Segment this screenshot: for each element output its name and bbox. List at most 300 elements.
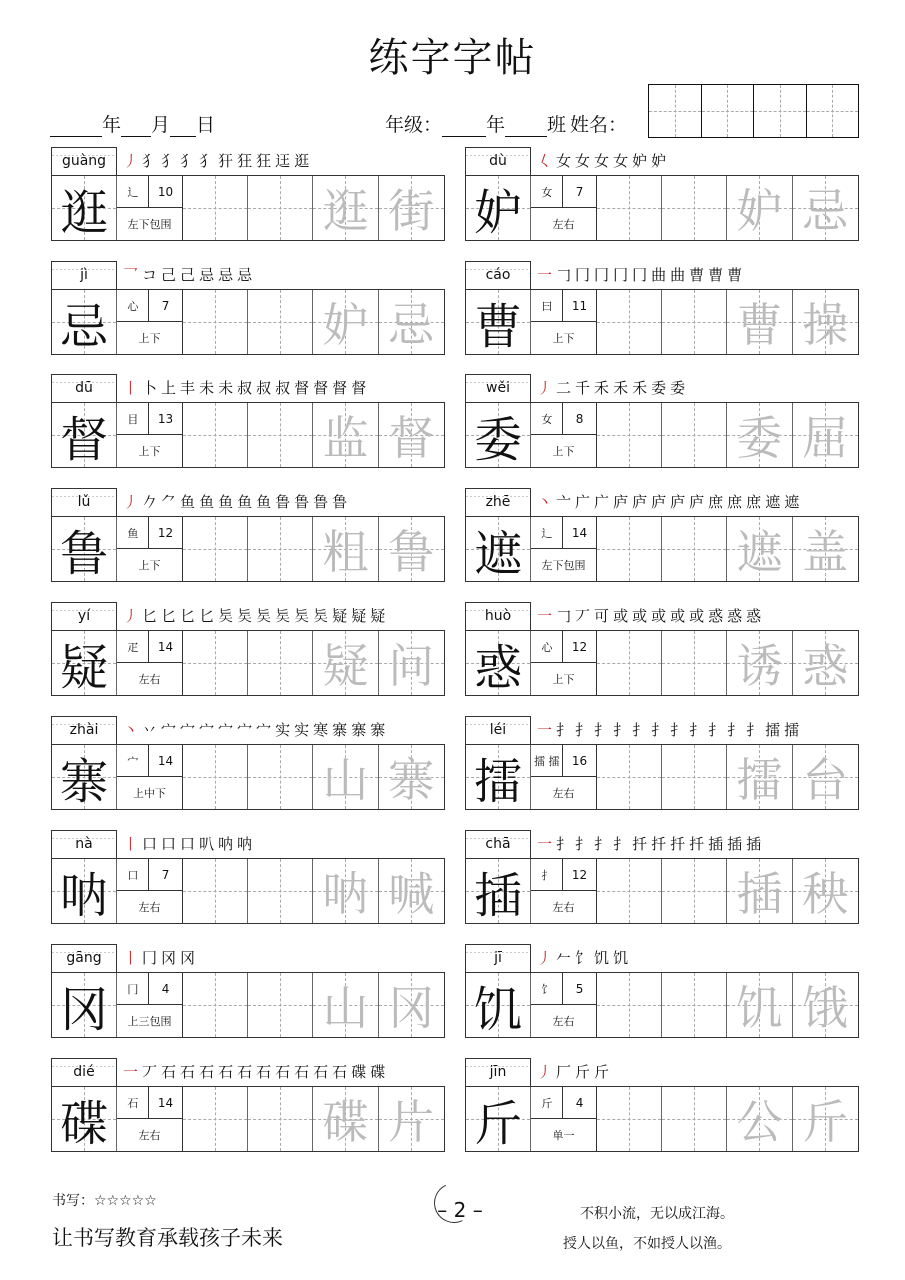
- writing-grid: [465, 630, 859, 696]
- practice-cell[interactable]: [248, 176, 313, 240]
- trace-cell[interactable]: [793, 403, 858, 467]
- stroke-step: 妒: [651, 152, 668, 170]
- radical: 扌: [531, 859, 563, 890]
- stroke-step: 扌: [594, 721, 611, 739]
- info-cell: [117, 1087, 182, 1151]
- radical: 冂: [117, 973, 149, 1004]
- stroke-step: 丨: [123, 949, 140, 967]
- trace-cell[interactable]: [379, 176, 444, 240]
- trace-cell[interactable]: [727, 1087, 792, 1151]
- stroke-step: 丿: [537, 949, 554, 967]
- stroke-step: 宀: [161, 721, 178, 739]
- stroke-step: 疑: [332, 607, 349, 625]
- practice-cell[interactable]: [662, 403, 727, 467]
- trace-cell[interactable]: [793, 745, 858, 809]
- radical: 擂 擂: [531, 745, 563, 776]
- stroke-step: 庐: [670, 493, 687, 511]
- trace-cell[interactable]: [379, 973, 444, 1037]
- stroke-step: 冂: [142, 949, 159, 967]
- structure: 上中下: [132, 787, 166, 800]
- trace-char: 委: [736, 411, 783, 465]
- structure: 上下: [138, 332, 161, 345]
- writing-grid: [465, 858, 859, 924]
- trace-cell[interactable]: [379, 290, 444, 354]
- stroke-step: 乛: [123, 266, 140, 284]
- stroke-step: 石: [313, 1063, 330, 1081]
- stroke-step: 女: [613, 152, 630, 170]
- stroke-step: 曹: [689, 266, 706, 284]
- stroke-step: 饥: [613, 949, 630, 967]
- stroke-step: 扌: [651, 721, 668, 739]
- stroke-step: 寨: [332, 721, 349, 739]
- char-entry: [51, 488, 445, 582]
- stroke-step: 石: [294, 1063, 311, 1081]
- practice-cell[interactable]: [662, 517, 727, 581]
- practice-cell[interactable]: [662, 290, 727, 354]
- stroke-step: 遮: [765, 493, 782, 511]
- practice-cell[interactable]: [183, 517, 248, 581]
- class-label: 班: [547, 114, 567, 136]
- stroke-step: 饥: [594, 949, 611, 967]
- radical: 目: [117, 403, 149, 434]
- pinyin: wěi: [465, 374, 531, 402]
- trace-char: 督: [388, 411, 435, 465]
- practice-cell[interactable]: [597, 517, 662, 581]
- practice-cell[interactable]: [248, 745, 313, 809]
- writing-grid: [51, 972, 445, 1038]
- stroke-step: 𠤕: [275, 607, 292, 625]
- stroke-step: 曹: [727, 266, 744, 284]
- pinyin: nà: [51, 830, 117, 858]
- radical: 饣: [531, 973, 563, 1004]
- stroke-order: [123, 490, 351, 514]
- structure: 左右: [138, 673, 161, 686]
- structure: 上下: [552, 673, 575, 686]
- stroke-step: 禾: [632, 379, 649, 397]
- stroke-order: [537, 376, 689, 400]
- stroke-step: 扌: [670, 721, 687, 739]
- model-char: 妒: [474, 184, 523, 241]
- stroke-step: 擂: [765, 721, 782, 739]
- trace-cell[interactable]: [313, 176, 378, 240]
- model-cell: [52, 859, 117, 923]
- stroke-count: 10: [157, 184, 174, 199]
- stroke-step: 叔: [256, 379, 273, 397]
- stroke-count: 14: [157, 753, 174, 768]
- stroke-step: 丶: [123, 721, 140, 739]
- practice-cell[interactable]: [597, 745, 662, 809]
- stroke-step: 鱼: [199, 493, 216, 511]
- char-entry: [465, 374, 859, 468]
- stroke-step: 亠: [556, 493, 573, 511]
- practice-cell[interactable]: [662, 176, 727, 240]
- trace-cell[interactable]: [727, 745, 792, 809]
- stroke-step: 丿: [123, 493, 140, 511]
- trace-cell[interactable]: [379, 1087, 444, 1151]
- stroke-step: 𠤕: [218, 607, 235, 625]
- practice-cell[interactable]: [597, 631, 662, 695]
- practice-cell[interactable]: [597, 973, 662, 1037]
- trace-cell[interactable]: [793, 1087, 858, 1151]
- stroke-step: 女: [556, 152, 573, 170]
- model-char: 曹: [474, 298, 523, 355]
- stroke-step: 庐: [651, 493, 668, 511]
- model-cell: [52, 290, 117, 354]
- radical: 女: [531, 403, 563, 434]
- practice-cell[interactable]: [248, 859, 313, 923]
- stroke-step: 鱼: [237, 493, 254, 511]
- trace-char: 山: [322, 981, 369, 1035]
- writing-grid: [51, 858, 445, 924]
- char-entry: [51, 374, 445, 468]
- stroke-step: 鲁: [332, 493, 349, 511]
- pinyin: dié: [51, 1058, 117, 1086]
- info-cell: [531, 973, 596, 1037]
- model-cell: [466, 1087, 531, 1151]
- name-box[interactable]: [807, 85, 860, 137]
- pinyin: yí: [51, 602, 117, 630]
- practice-cell[interactable]: [662, 1087, 727, 1151]
- grade-row: [385, 110, 627, 137]
- stroke-step: 忌: [237, 266, 254, 284]
- radical: 辶: [117, 176, 149, 207]
- stroke-order: [123, 149, 313, 173]
- info-cell: [531, 290, 596, 354]
- trace-cell[interactable]: [313, 859, 378, 923]
- stroke-step: 扌: [575, 721, 592, 739]
- stroke-step: 妒: [632, 152, 649, 170]
- model-char: 忌: [60, 298, 109, 355]
- stroke-step: 督: [332, 379, 349, 397]
- trace-char: 粗: [322, 525, 369, 579]
- stroke-step: 插: [727, 835, 744, 853]
- radical: 女: [531, 176, 563, 207]
- model-cell: [466, 859, 531, 923]
- model-cell: [52, 745, 117, 809]
- stroke-step: 一: [123, 1063, 140, 1081]
- radical: 辶: [531, 517, 563, 548]
- stroke-step: 冈: [180, 949, 197, 967]
- name-box[interactable]: [702, 85, 755, 137]
- structure: 上下: [552, 445, 575, 458]
- stroke-step: 督: [294, 379, 311, 397]
- char-entry: [51, 830, 445, 924]
- model-cell: [466, 290, 531, 354]
- stroke-step: 冂: [594, 266, 611, 284]
- trace-char: 忌: [802, 184, 849, 238]
- stroke-step: 犭: [142, 152, 159, 170]
- practice-cell[interactable]: [597, 176, 662, 240]
- structure: 上下: [552, 332, 575, 345]
- stroke-step: 狂: [237, 152, 254, 170]
- info-cell: [117, 403, 182, 467]
- stroke-step: 石: [218, 1063, 235, 1081]
- structure: 左下包围: [127, 218, 172, 231]
- practice-cell[interactable]: [183, 745, 248, 809]
- stroke-count: 7: [161, 298, 170, 313]
- slogan: 让书写教育承载孩子未来: [52, 1226, 283, 1250]
- stroke-step: 饣: [575, 949, 592, 967]
- model-char: 督: [60, 411, 109, 468]
- structure: 左右: [552, 787, 575, 800]
- radical: 鱼: [117, 517, 149, 548]
- stroke-count: 4: [161, 981, 170, 996]
- class-blank[interactable]: [505, 117, 547, 137]
- stroke-order: [537, 604, 765, 628]
- trace-cell[interactable]: [727, 176, 792, 240]
- trace-char: 擂: [736, 753, 783, 807]
- stroke-step: 𠂊: [142, 493, 159, 511]
- practice-cell[interactable]: [183, 403, 248, 467]
- stroke-count: 7: [161, 867, 170, 882]
- radical: 石: [117, 1087, 149, 1118]
- practice-cell[interactable]: [248, 631, 313, 695]
- stroke-step: ⺈: [161, 493, 178, 511]
- stroke-order: [537, 832, 765, 856]
- stroke-step: 犭: [180, 152, 197, 170]
- name-box[interactable]: [754, 85, 807, 137]
- trace-cell[interactable]: [727, 403, 792, 467]
- grade-blank[interactable]: [442, 117, 486, 137]
- trace-cell[interactable]: [379, 745, 444, 809]
- stroke-step: 丰: [180, 379, 197, 397]
- name-label: 姓名：: [570, 114, 628, 136]
- stroke-step: 扌: [613, 835, 630, 853]
- stroke-step: 丿: [537, 379, 554, 397]
- stroke-step: 可: [594, 607, 611, 625]
- stroke-step: 狂: [256, 152, 273, 170]
- stroke-step: 擂: [784, 721, 801, 739]
- stroke-step: 扌: [746, 721, 763, 739]
- model-char: 惑: [474, 639, 523, 696]
- stroke-step: 鲁: [275, 493, 292, 511]
- practice-cell[interactable]: [662, 631, 727, 695]
- trace-char: 逛: [322, 184, 369, 238]
- stroke-step: 寒: [313, 721, 330, 739]
- stroke-order: [537, 263, 746, 287]
- stroke-step: 一: [537, 835, 554, 853]
- practice-cell[interactable]: [183, 176, 248, 240]
- practice-cell[interactable]: [183, 290, 248, 354]
- trace-char: 诱: [736, 639, 783, 693]
- pinyin: huò: [465, 602, 531, 630]
- stroke-step: 冂: [613, 266, 630, 284]
- trace-char: 碟: [322, 1095, 369, 1149]
- stroke-step: 丨: [123, 835, 140, 853]
- stroke-step: 匕: [161, 607, 178, 625]
- trace-cell[interactable]: [793, 631, 858, 695]
- stroke-step: 丷: [142, 721, 159, 739]
- practice-cell[interactable]: [248, 973, 313, 1037]
- stroke-step: 逛: [294, 152, 311, 170]
- trace-char: 疑: [322, 639, 369, 693]
- trace-cell[interactable]: [727, 859, 792, 923]
- model-char: 逛: [60, 184, 109, 241]
- stroke-step: 犭: [199, 152, 216, 170]
- structure: 左右: [138, 1129, 161, 1142]
- trace-char: 遮: [736, 525, 783, 579]
- trace-char: 屈: [802, 411, 849, 465]
- trace-cell[interactable]: [793, 517, 858, 581]
- stroke-step: 实: [275, 721, 292, 739]
- trace-cell[interactable]: [313, 631, 378, 695]
- writing-grid: [51, 744, 445, 810]
- info-cell: [531, 176, 596, 240]
- stroke-step: 曹: [708, 266, 725, 284]
- stroke-step: 呐: [218, 835, 235, 853]
- trace-char: 呐: [322, 867, 369, 921]
- pinyin: zhē: [465, 488, 531, 516]
- trace-cell[interactable]: [313, 517, 378, 581]
- model-cell: [466, 403, 531, 467]
- stroke-step: 𠤕: [237, 607, 254, 625]
- trace-cell[interactable]: [379, 403, 444, 467]
- trace-cell[interactable]: [727, 973, 792, 1037]
- trace-cell[interactable]: [313, 403, 378, 467]
- trace-cell[interactable]: [727, 517, 792, 581]
- stroke-step: 督: [351, 379, 368, 397]
- stroke-step: 女: [575, 152, 592, 170]
- trace-cell[interactable]: [793, 176, 858, 240]
- practice-cell[interactable]: [183, 859, 248, 923]
- stroke-step: 一: [537, 266, 554, 284]
- trace-char: 曹: [736, 298, 783, 352]
- month-blank[interactable]: [121, 117, 151, 137]
- trace-char: 盖: [802, 525, 849, 579]
- practice-cell[interactable]: [597, 403, 662, 467]
- trace-char: 妒: [736, 184, 783, 238]
- trace-cell[interactable]: [313, 745, 378, 809]
- pinyin: zhài: [51, 716, 117, 744]
- stroke-step: 口: [142, 835, 159, 853]
- grade-year-label: 年: [486, 114, 506, 136]
- trace-cell[interactable]: [313, 1087, 378, 1151]
- stroke-step: 碟: [351, 1063, 368, 1081]
- practice-cell[interactable]: [597, 859, 662, 923]
- char-entry: [465, 488, 859, 582]
- stroke-step: 丆: [142, 1063, 159, 1081]
- stroke-step: 未: [199, 379, 216, 397]
- stroke-step: 口: [180, 835, 197, 853]
- trace-char: 寨: [388, 753, 435, 807]
- practice-cell[interactable]: [597, 1087, 662, 1151]
- trace-cell[interactable]: [379, 859, 444, 923]
- quote-line-2: 授人以鱼，不如授人以渔。: [563, 1236, 731, 1252]
- pinyin: léi: [465, 716, 531, 744]
- stroke-step: 寨: [351, 721, 368, 739]
- model-char: 斤: [474, 1095, 523, 1152]
- practice-cell[interactable]: [183, 631, 248, 695]
- trace-cell[interactable]: [379, 631, 444, 695]
- stroke-step: 庶: [746, 493, 763, 511]
- stroke-step: 𡿨: [537, 152, 554, 170]
- info-cell: [117, 745, 182, 809]
- trace-char: 喊: [388, 867, 435, 921]
- stroke-order: [123, 604, 389, 628]
- writing-grid: [51, 289, 445, 355]
- year-label: 年: [102, 114, 122, 136]
- stroke-count: 12: [157, 525, 174, 540]
- trace-cell[interactable]: [313, 290, 378, 354]
- stroke-step: 禾: [613, 379, 630, 397]
- stroke-step: 庐: [689, 493, 706, 511]
- trace-char: 监: [322, 411, 369, 465]
- stroke-step: 冂: [575, 266, 592, 284]
- info-cell: [531, 859, 596, 923]
- model-char: 寨: [60, 753, 109, 810]
- radical: 口: [117, 859, 149, 890]
- trace-char: 忌: [388, 298, 435, 352]
- name-boxes[interactable]: [648, 84, 859, 138]
- stroke-step: 己: [180, 266, 197, 284]
- stroke-order: [123, 263, 256, 287]
- day-blank[interactable]: [170, 117, 196, 137]
- stroke-step: 或: [632, 607, 649, 625]
- stroke-order: [123, 718, 389, 742]
- structure: 左右: [552, 1015, 575, 1028]
- year-blank[interactable]: [50, 117, 102, 137]
- stroke-step: 千: [575, 379, 592, 397]
- pinyin: chā: [465, 830, 531, 858]
- practice-cell[interactable]: [662, 745, 727, 809]
- trace-cell[interactable]: [727, 290, 792, 354]
- pinyin: gāng: [51, 944, 117, 972]
- radical: 疋: [117, 631, 149, 662]
- practice-cell[interactable]: [183, 1087, 248, 1151]
- stroke-step: 叔: [237, 379, 254, 397]
- stroke-step: 宀: [237, 721, 254, 739]
- practice-cell[interactable]: [248, 517, 313, 581]
- stroke-step: 插: [746, 835, 763, 853]
- practice-cell[interactable]: [248, 403, 313, 467]
- model-cell: [52, 631, 117, 695]
- stroke-step: 扦: [689, 835, 706, 853]
- practice-cell[interactable]: [248, 1087, 313, 1151]
- stroke-step: 扦: [651, 835, 668, 853]
- stroke-step: 扦: [632, 835, 649, 853]
- practice-cell[interactable]: [662, 973, 727, 1037]
- info-cell: [531, 403, 596, 467]
- stroke-step: 宀: [218, 721, 235, 739]
- structure: 左下包围: [541, 559, 586, 572]
- trace-char: 鲁: [388, 525, 435, 579]
- practice-cell[interactable]: [183, 973, 248, 1037]
- model-char: 饥: [474, 981, 523, 1038]
- stroke-step: 疑: [370, 607, 387, 625]
- stroke-step: 上: [161, 379, 178, 397]
- trace-char: 插: [736, 867, 783, 921]
- stroke-step: 或: [613, 607, 630, 625]
- practice-cell[interactable]: [597, 290, 662, 354]
- stroke-step: 二: [556, 379, 573, 397]
- stroke-step: 鱼: [256, 493, 273, 511]
- practice-cell[interactable]: [248, 290, 313, 354]
- trace-cell[interactable]: [793, 973, 858, 1037]
- trace-cell[interactable]: [793, 290, 858, 354]
- stroke-step: 疑: [351, 607, 368, 625]
- trace-cell[interactable]: [379, 517, 444, 581]
- practice-cell[interactable]: [662, 859, 727, 923]
- trace-cell[interactable]: [793, 859, 858, 923]
- trace-char: 冈: [388, 981, 435, 1035]
- char-entry: [51, 602, 445, 696]
- stroke-step: 匕: [199, 607, 216, 625]
- writing-grid: [465, 1086, 859, 1152]
- trace-cell[interactable]: [727, 631, 792, 695]
- name-box[interactable]: [649, 85, 702, 137]
- radical: 宀: [117, 745, 149, 776]
- trace-cell[interactable]: [313, 973, 378, 1037]
